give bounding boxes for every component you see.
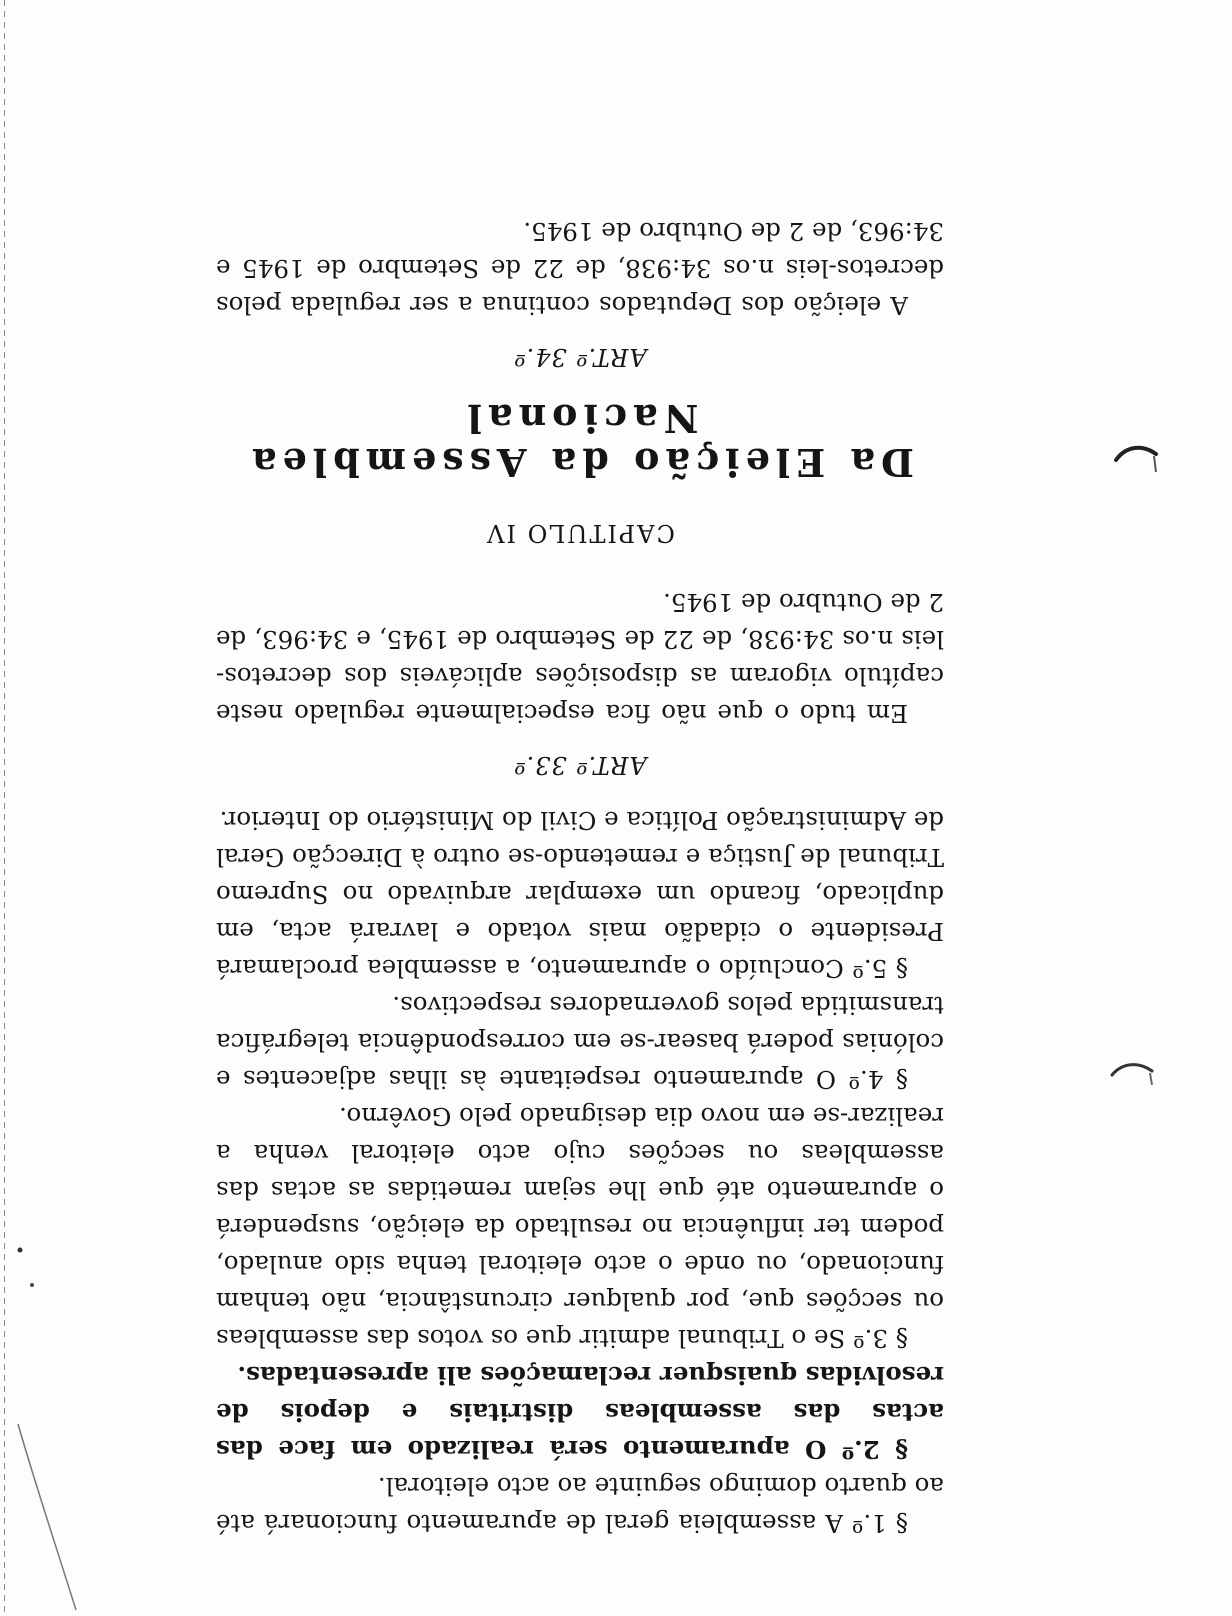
chapter-label: CAPITULO IV <box>485 519 675 547</box>
article-33-text: Em tudo o que não fica especialmente regulado neste capítulo vigoram as disposições aplicáveis dos decretos-leis n.os 34:938, de 22 de Setembro de 1945, e 34:963, de 2 de Outubro de 1945. <box>216 588 944 728</box>
paragraph-4: § 4.º O apuramento respeitante às ilhas adjacentes e colónias poderá basear-se em correspondência telegráfica transmitida pelos governadores respectivos. <box>216 991 944 1094</box>
paragraph-1: § 1.º A assembleia geral de apuramento funcionará até ao quarto domingo seguinte ao acto eleitoral. <box>216 1472 944 1538</box>
article-34-text: A eleição dos Deputados continua a ser regulada pelos decretos-leis n.os 34:938, de 22 de Setembro de 1945 e 34:963, de 2 de Outubro de 1945. <box>216 217 944 320</box>
text-column <box>216 213 944 1542</box>
scan-mark-top <box>1112 440 1162 480</box>
paragraph-3: § 3.º Se o Tribunal admitir que os votos das assembleas ou secções que, por qualquer circunstância, não tenham funcionado, ou onde o acto eleitoral tenha sido anulado, podem ter influência no resultado da eleição, suspenderá o apuramento até que lhe sejam remetidas as actas das assembleas ou secções cujo acto eleitoral venha a realizar-se em novo dia designado pelo Govêrno. <box>216 1102 944 1353</box>
scan-mark-middle <box>1108 1055 1158 1095</box>
article-33-heading: ART.º 33.º <box>513 751 647 779</box>
chapter-title: Da Eleição da Assemblea Nacional <box>245 396 915 485</box>
paragraph-2: § 2.º O apuramento será realizado em face das actas das assembleas distritais e depois de resolvidas quaisquer reclamações ali apresentadas. <box>216 1361 944 1464</box>
scan-dots <box>10 1240 50 1300</box>
scan-streak <box>14 1420 84 1616</box>
paragraph-5: § 5.º Concluído o apuramento, a assemblea proclamará Presidente o cidadão mais votado e lavrará acta, em duplicado, ficando um exemplar arquivado no Supremo Tribunal de Justiça e remetendo-se outro à Direcção Geral de Administração Política e Civil do Ministério do Interior. <box>216 806 944 983</box>
article-34-heading: ART.º 34.º <box>513 343 647 371</box>
